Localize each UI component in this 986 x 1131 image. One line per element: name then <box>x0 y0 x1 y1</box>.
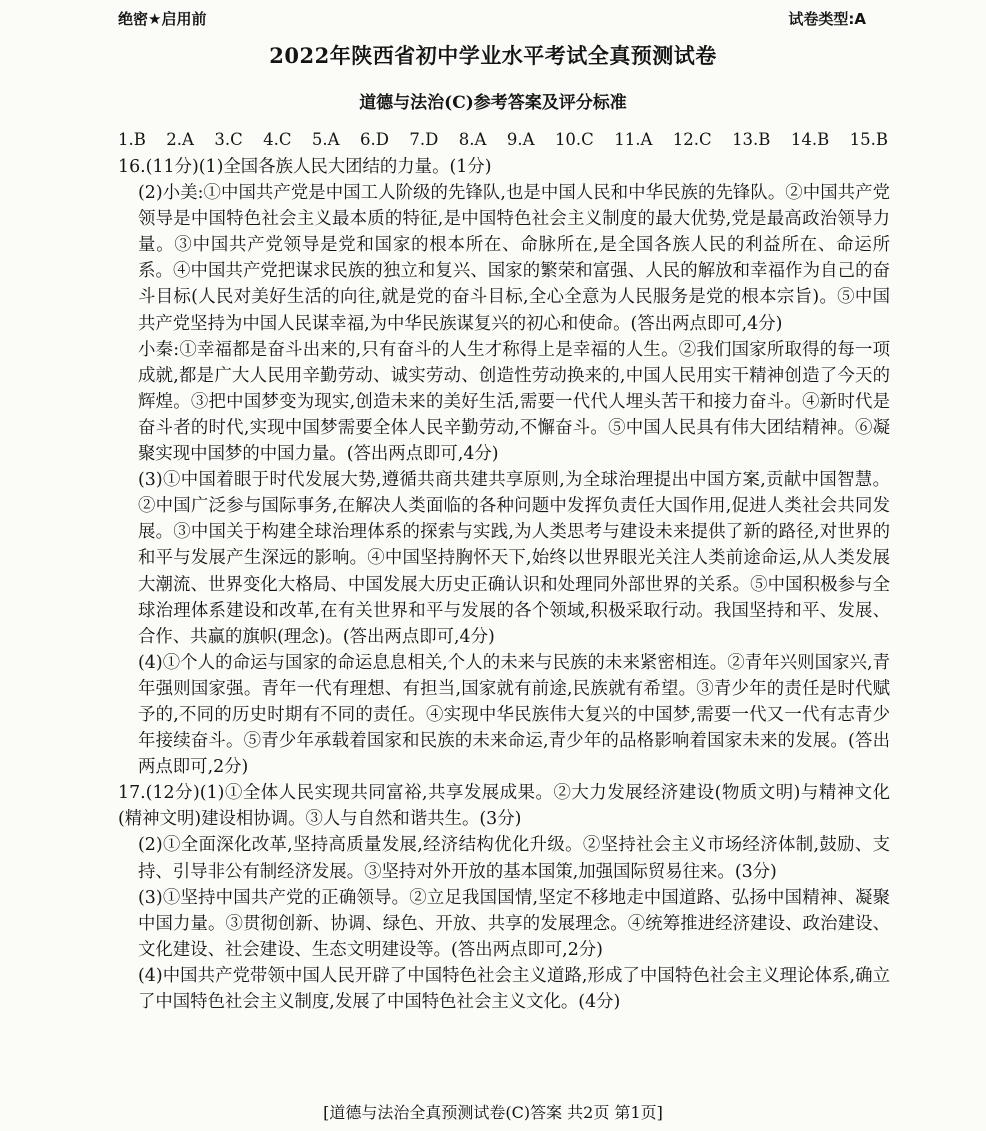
paper-type-label: 试卷类型:A <box>788 10 866 28</box>
choice-answer: 11.A <box>614 130 653 149</box>
q17-part3: (3)①坚持中国共产党的正确领导。②立足我国国情,坚定不移地走中国道路、弘扬中国精神、凝聚中国力量。③贯彻创新、协调、绿色、开放、共享的发展理念。④统筹推进经济建设、政治建设、文化建设、社会建设、生态文明建设等。(答出两点即可,2分) <box>138 887 890 960</box>
choice-answer: 3.C <box>214 130 243 149</box>
choice-answer: 10.C <box>554 130 594 149</box>
choice-answer: 9.A <box>506 130 535 149</box>
choice-answer: 12.C <box>672 130 712 149</box>
choice-answer: 14.B <box>790 130 830 149</box>
q16-part4: (4)①个人的命运与国家的命运息息相关,个人的未来与民族的未来紧密相连。②青年兴则国家兴,青年强则国家强。青年一代有理想、有担当,国家就有前途,民族就有希望。③青少年的责任是时代赋予的,不同的历史时期有不同的责任。④实现中华民族伟大复兴的中国梦,需要一代又一代有志青少年接续奋斗。⑤青少年承载着国家和民族的未来命运,青少年的品格影响着国家未来的发展。(答出两点即可,2分) <box>138 652 890 778</box>
choice-answer: 2.A <box>166 130 194 149</box>
page-subtitle: 道德与法治(C)参考答案及评分标准 <box>359 93 627 113</box>
q16-part2-xiaomei: (2)小美:①中国共产党是中国工人阶级的先锋队,也是中国人民和中华民族的先锋队。②中国共产党领导是中国特色社会主义最本质的特征,是中国特色社会主义制度的最大优势,党是最高政治领导力量。③中国共产党领导是党和国家的根本所在、命脉所在,是全国各族人民的利益所在、命运所系。④中国共产党把谋求民族的独立和复兴、国家的繁荣和富强、人民的解放和幸福作为自己的奋斗目标(人民对美好生活的向往,就是党的奋斗目标,全心全意为人民服务是党的根本宗旨)。⑤中国共产党坚持为中国人民谋幸福,为中华民族谋复兴的初心和使命。(答出两点即可,4分) <box>138 183 890 334</box>
choice-answer: 13.B <box>732 130 771 149</box>
choice-answer: 8.A <box>458 130 487 149</box>
choice-answers-row <box>118 130 888 149</box>
q16-part3: (3)①中国着眼于时代发展大势,遵循共商共建共享原则,为全球治理提出中国方案,贡献中国智慧。②中国广泛参与国际事务,在解决人类面临的各种问题中发挥负责任大国作用,促进人类社会共同发展。③中国关于构建全球治理体系的探索与实践,为人类思考与建设未来提供了新的路径,对世界的和平与发展产生深远的影响。④中国坚持胸怀天下,始终以世界眼光关注人类前途命运,从人类发展大潮流、世界变化大格局、中国发展大历史正确认识和处理同外部世界的关系。⑤中国积极参与全球治理体系建设和改革,在有关世界和平与发展的各个领域,积极采取行动。我国坚持和平、发展、合作、共赢的旗帜(理念)。(答出两点即可,4分) <box>138 470 890 647</box>
q17-part4: (4)中国共产党带领中国人民开辟了中国特色社会主义道路,形成了中国特色社会主义理论体系,确立了中国特色社会主义制度,发展了中国特色社会主义文化。(4分) <box>138 965 890 1012</box>
q17-part1: 17.(12分)(1)①全体人民实现共同富裕,共享发展成果。②大力发展经济建设(物质文明)与精神文化(精神文明)建设相协调。③人与自然和谐共生。(3分) <box>118 783 890 830</box>
q17-part2: (2)①全面深化改革,坚持高质量发展,经济结构优化升级。②坚持社会主义市场经济体制,鼓励、支持、引导非公有制经济发展。③坚持对外开放的基本国策,加强国际贸易往来。(3分) <box>138 835 890 882</box>
q16-part2-xiaoqin: 小秦:①幸福都是奋斗出来的,只有奋斗的人生才称得上是幸福的人生。②我们国家所取得的每一项成就,都是广大人民用辛勤劳动、诚实劳动、创造性劳动换来的,中国人民用实干精神创造了今天的辉煌。③把中国梦变为现实,创造未来的美好生活,需要一代代人埋头苦干和接力奋斗。④新时代是奋斗者的时代,实现中国梦需要全体人民辛勤劳动,不懈奋斗。⑤中国人民具有伟大团结精神。⑥凝聚实现中国梦的中国力量。(答出两点即可,4分) <box>138 339 890 465</box>
q16-part1: 16.(11分)(1)全国各族人民大团结的力量。(1分) <box>118 157 492 177</box>
page-title: 2022年陕西省初中学业水平考试全真预测试卷 <box>269 43 717 68</box>
choice-answer: 4.C <box>263 130 292 149</box>
choice-answer: 1.B <box>118 130 146 149</box>
page-footer: [道德与法治全真预测试卷(C)答案 共2页 第1页] <box>323 1103 663 1122</box>
choice-answer: 7.D <box>409 130 439 149</box>
choice-answer: 6.D <box>360 130 389 149</box>
secret-label: 绝密★启用前 <box>118 10 207 28</box>
choice-answer: 5.A <box>311 130 340 149</box>
choice-answer: 15.B <box>849 130 888 149</box>
answer-body <box>118 154 890 1015</box>
